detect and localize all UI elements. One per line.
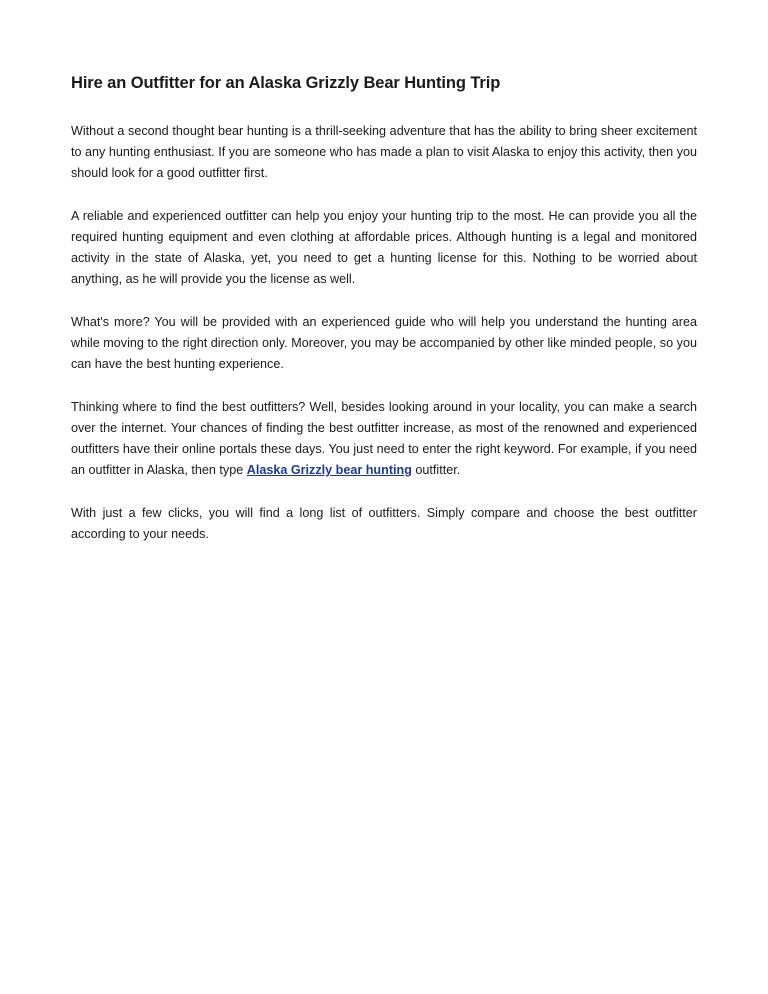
paragraph-finding-outfitters-text: Thinking where to find the best outfitters? Well, besides looking around in your locality, you can make a search over the internet. Your chances of finding the best outfitter increase, as most of the renowned and experienced outfitters have their online portals these days. You just need to enter the right keyword. For example, if you need an outfitter in Alaska, then type — [71, 400, 697, 477]
document-page — [71, 70, 697, 567]
paragraph-conclusion: With just a few clicks, you will find a long list of outfitters. Simply compare and choose the best outfitter according to your needs. — [71, 506, 697, 541]
paragraph-intro: Without a second thought bear hunting is a thrill-seeking adventure that has the ability to bring sheer excitement to any hunting enthusiast. If you are someone who has made a plan to visit Alaska to enjoy this activity, then you should look for a good outfitter first. — [71, 124, 697, 180]
alaska-grizzly-bear-hunting-link[interactable]: Alaska Grizzly bear hunting — [246, 463, 412, 477]
paragraph-finding-outfitters — [71, 397, 697, 481]
paragraph-guide: What's more? You will be provided with an experienced guide who will help you understand the hunting area while moving to the right direction only. Moreover, you may be accompanied by other like minded people, so you can have the best hunting experience. — [71, 315, 697, 371]
paragraph-finding-outfitters-tail: outfitter. — [411, 463, 461, 477]
paragraph-reliable-outfitter: A reliable and experienced outfitter can help you enjoy your hunting trip to the most. He can provide you all the required hunting equipment and even clothing at affordable prices. Although hunting is a legal and monitored activity in the state of Alaska, yet, you need to get a hunting license for this. Nothing to be worried about anything, as he will provide you the license as well. — [71, 209, 697, 286]
document-title: Hire an Outfitter for an Alaska Grizzly Bear Hunting Trip — [71, 74, 501, 92]
